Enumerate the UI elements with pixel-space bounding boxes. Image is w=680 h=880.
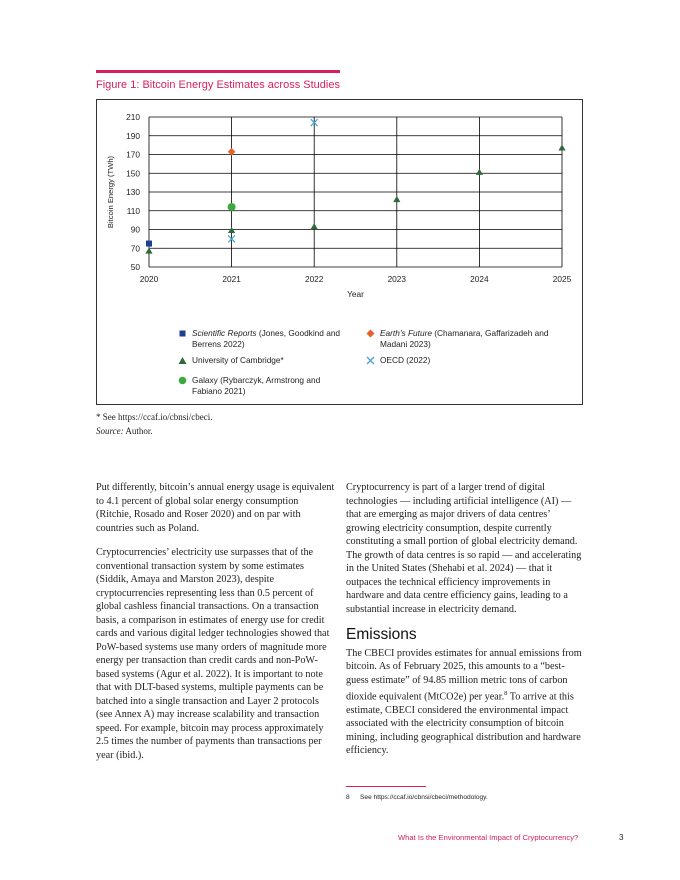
data-point-square [146,241,152,247]
data-point-circle [228,203,236,211]
x-tick-label: 2025 [552,274,572,284]
footnote-rule [346,786,426,787]
y-tick-label: 210 [126,112,140,122]
legend-entry-cambridge: University of Cambridge* [192,355,342,366]
figure-box [96,99,583,405]
y-tick-label: 110 [126,205,140,216]
page-number: 3 [619,833,624,842]
data-point-triangle [558,144,565,150]
section-heading: Emissions [346,626,417,643]
figure-source: Source: Author. [96,426,153,436]
x-tick-label: 2022 [304,274,324,284]
body-column-right [346,481,586,769]
footnote-ref[interactable]: 8 [504,690,508,697]
y-tick-label: 190 [126,130,140,141]
y-tick-label: 130 [126,187,140,197]
legend-entry-earths-future: Earth’s Future (Chamanara, Gaffarizadeh and Madani 2023) [380,328,570,350]
y-tick-label: 150 [126,168,140,179]
figure-title: Figure 1: Bitcoin Energy Estimates across Studies [96,79,340,91]
data-point-triangle [393,196,400,202]
y-tick-label: 70 [130,243,140,254]
y-tick-label: 50 [130,262,140,272]
figure-note: * See https://ccaf.io/cbnsi/cbeci. [96,412,213,422]
scatter-chart [97,100,584,406]
legend-entry-scientific-reports: Scientific Reports (Jones, Goodkind and Berrens 2022) [192,328,342,350]
paragraph: The CBECI provides estimates for annual emissions from bitcoin. As of February 2025, this amounts to a “best-guess estimate” of 94.85 million metric tons of carbon dioxide equivalent (MtCO2e) per year.$^8$ To arrive at this estimate, CBECI considered the environmental impact associated with the electricity consumption of bitcoin mining, including geographical distribution and hardware efficiency. [346,647,582,757]
paragraph: Put differently, bitcoin’s annual energy usage is equivalent to 4.1 percent of global solar energy consumption (Ritchie, Rosado and Roser 2020) and on par with countries such as Poland. [96,482,335,534]
y-axis-label: Bitcoin Energy (TWh) [106,155,115,229]
data-point-triangle [311,223,318,229]
paragraph: Cryptocurrencies’ electricity use surpasses that of the conventional transaction system by some estimates (Siddik, Amaya and Marston 2023), despite cryptocurrencies representing less than 0.5 percent of global cashless financial transactions. On a transaction basis, a comparison in estimates of energy use for credit cards and various digital ledger technologies showed that PoW-based systems use many orders of magnitude more energy per transaction than credit cards and non-PoW-based systems (Agur et al. 2022). It is important to note that with DLT-based systems, multiple payments can be batched into a single transaction and Layer 2 protocols (see Annex A) may increase scalability and transaction speed. For example, bitcoin may process approximately 2.5 times the number of payments than transactions per year (ibid.). [96,547,330,761]
data-point-triangle [476,169,483,175]
running-footer-title: What Is the Environmental Impact of Cryptocurrency? [398,833,579,842]
x-tick-label: 2021 [222,274,241,284]
legend-entry-galaxy: Galaxy (Rybarczyk, Armstrong and Fabiano 2021) [192,375,322,397]
data-point-triangle [228,227,235,233]
x-axis-label: Year [347,289,364,299]
body-column-left [96,481,336,773]
x-tick-label: 2023 [387,274,407,284]
figure-rule [96,70,340,73]
y-tick-label: 90 [130,224,140,235]
y-tick-label: 170 [126,149,140,160]
legend-entry-oecd: OECD (2022) [380,355,530,366]
x-tick-label: 2020 [139,274,159,284]
footnote: 8 See https://ccaf.io/cbnsi/cbeci/methodology. [346,794,488,801]
x-tick-label: 2024 [470,274,489,284]
paragraph: Cryptocurrency is part of a larger trend of digital technologies — including artificial intelligence (AI) — that are emerging as major drivers of data centres’ growing electricity consumption, despite currently constituting a small portion of global electricity demand. The growth of data centres is so rapid — and accelerating in the United States (Shehabi et al. 2024) — that it outpaces the technical efficiency improvements in hardware and data centre efficiency gains, leading to a substantial increase in electricity demand. [346,482,582,615]
